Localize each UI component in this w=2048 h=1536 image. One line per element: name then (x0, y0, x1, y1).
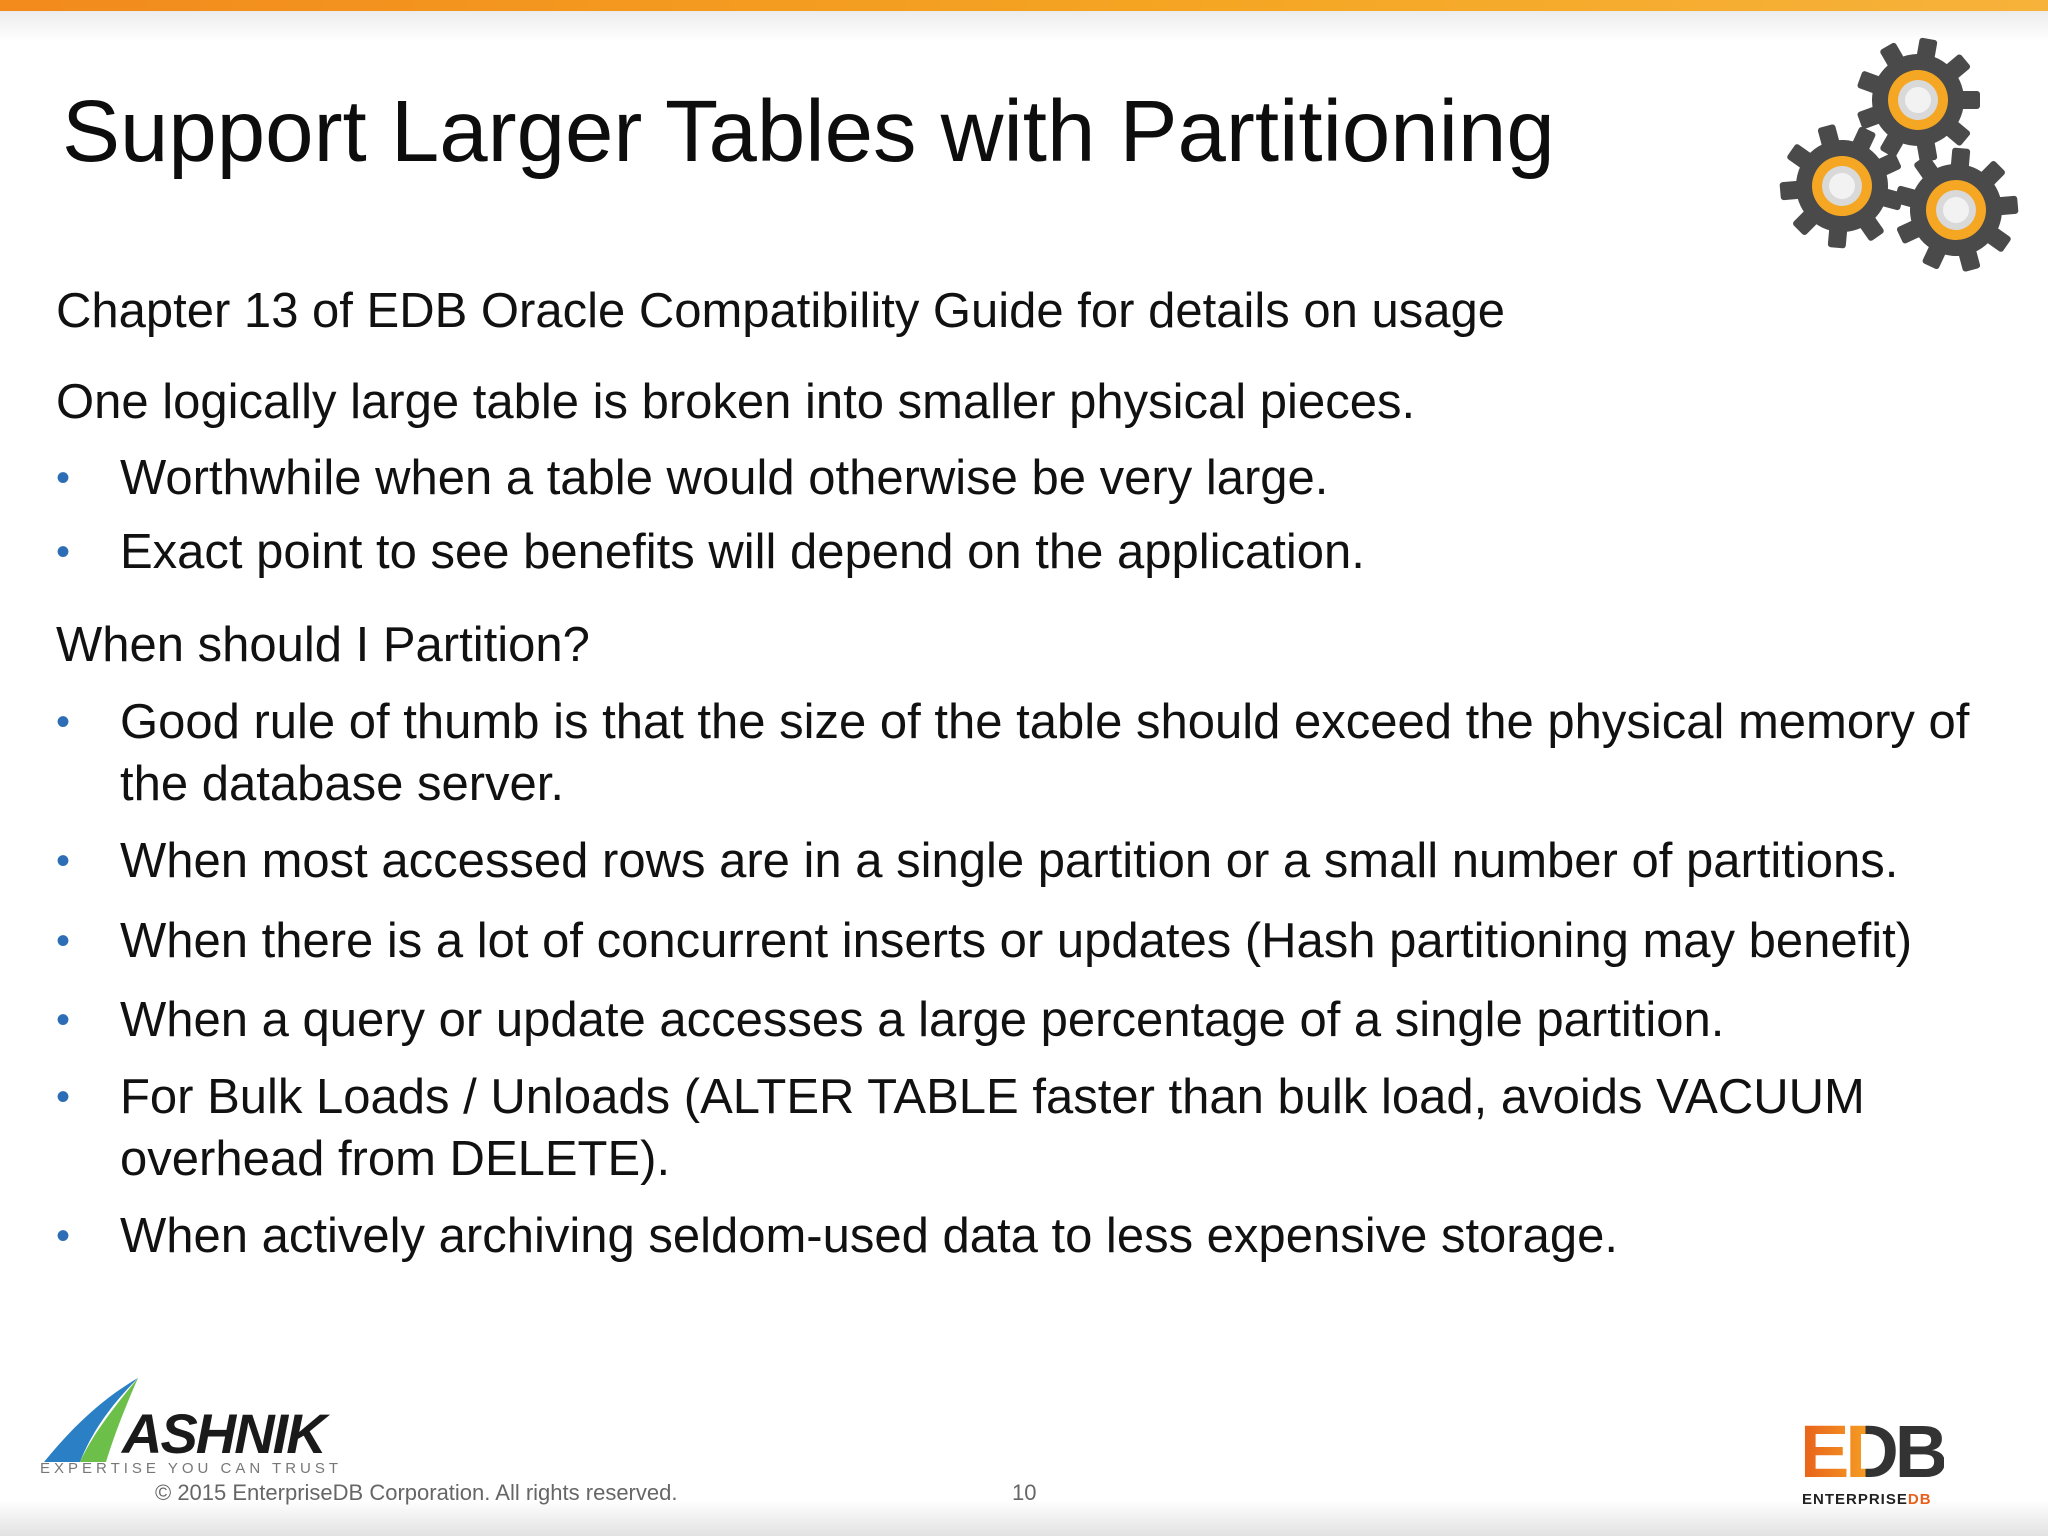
text-paragraph: When should I Partition? (56, 618, 590, 672)
edb-logo (1800, 1410, 1950, 1510)
ashnik-tagline: EXPERTISE YOU CAN TRUST (40, 1460, 343, 1477)
bullet-item (56, 989, 2016, 1051)
bullet-dot: • (56, 456, 71, 500)
bullet-item (56, 910, 2016, 972)
edb-subtitle (1802, 1491, 1932, 1508)
bullet-text: Worthwhile when a table would otherwise be very large. (120, 451, 1329, 505)
top-accent-bar (0, 0, 2048, 11)
gears-icon (1770, 30, 2030, 280)
ashnik-logo (40, 1370, 343, 1480)
bullet-text: When actively archiving seldom-used data to less expensive storage. (120, 1209, 1618, 1263)
edb-subtitle-prefix: ENTERPRISE (1802, 1491, 1908, 1508)
bullet-dot: • (56, 839, 71, 883)
bullet-text: When there is a lot of concurrent inserts or updates (Hash partitioning may benefit) (120, 914, 1913, 968)
text-paragraph: Chapter 13 of EDB Oracle Compatibility Guide for details on usage (56, 284, 1505, 338)
bullet-text: For Bulk Loads / Unloads (ALTER TABLE faster than bulk load, avoids VACUUM overhead from DELETE). (120, 1070, 1865, 1186)
bullet-dot: • (56, 1214, 71, 1258)
text-paragraph: One logically large table is broken into smaller physical pieces. (56, 375, 1416, 429)
bullet-dot: • (56, 998, 71, 1042)
edb-subtitle-suffix: DB (1907, 1491, 1932, 1508)
bullet-item (56, 691, 2016, 815)
bullet-text: Exact point to see benefits will depend on the application. (120, 525, 1365, 579)
copyright-text: © 2015 EnterpriseDB Corporation. All rights reserved. (155, 1480, 678, 1505)
edb-wordmark: EDB (1800, 1410, 1945, 1493)
bullet-text: Good rule of thumb is that the size of the table should exceed the physical memory of the database server. (120, 695, 1970, 811)
bullet-dot: • (56, 1075, 71, 1119)
bullet-item (56, 1205, 2016, 1267)
page-number: 10 (1012, 1480, 1037, 1505)
bullet-item (56, 1066, 2016, 1190)
bullet-text: When most accessed rows are in a single partition or a small number of partitions. (120, 834, 1899, 888)
slide-title: Support Larger Tables with Partitioning (62, 83, 1555, 180)
bullet-dot: • (56, 919, 71, 963)
bullet-item (56, 447, 2016, 509)
top-shade (0, 11, 2048, 41)
bullet-item (56, 830, 2016, 892)
ashnik-wordmark: ASHNIK (122, 1402, 325, 1465)
bullet-dot: • (56, 700, 71, 744)
bullet-dot: • (56, 530, 71, 574)
bullet-item (56, 521, 2016, 583)
slide-body (56, 280, 2016, 1267)
bullet-text: When a query or update accesses a large percentage of a single partition. (120, 993, 1725, 1047)
